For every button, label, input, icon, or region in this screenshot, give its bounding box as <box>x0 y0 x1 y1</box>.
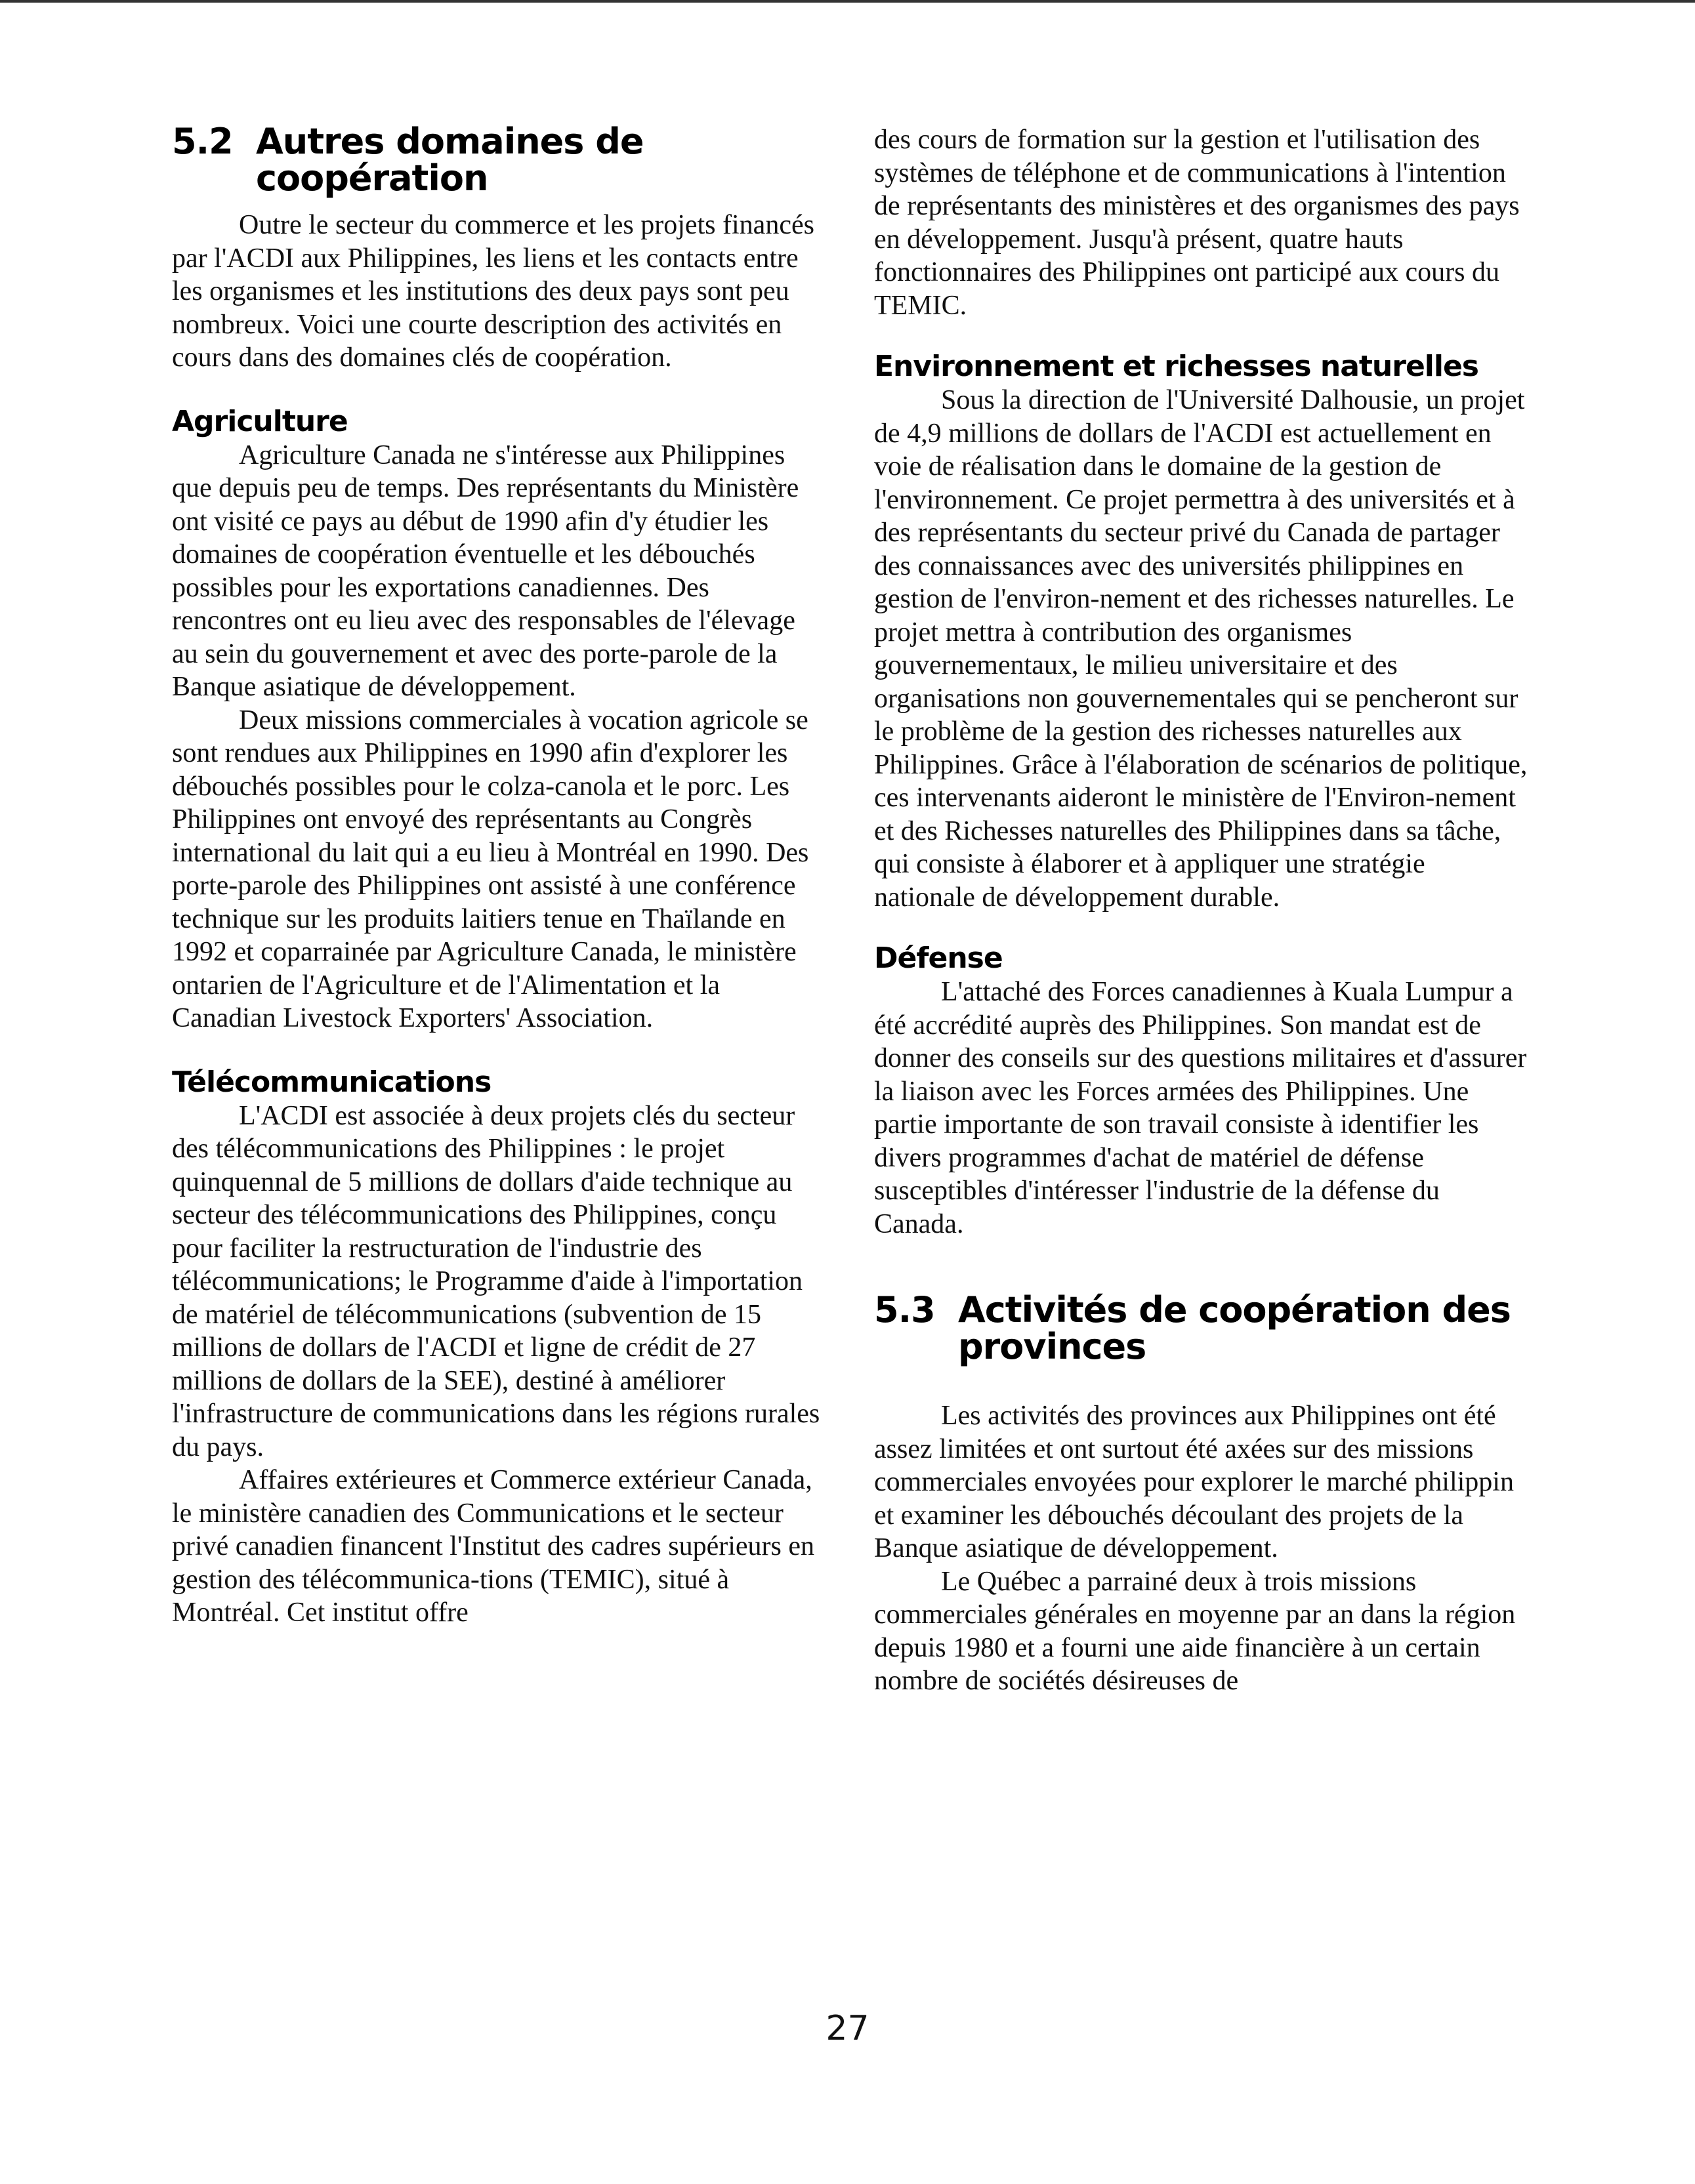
page-number: 27 <box>826 2009 869 2048</box>
section-title: Activités de coopération des provinces <box>958 1289 1511 1367</box>
left-column <box>172 123 822 1630</box>
section-number: 5.2 <box>172 121 233 162</box>
top-edge-rule <box>0 0 1695 3</box>
agriculture-paragraph-1: Agriculture Canada ne s'intéresse aux Philippines que depuis peu de temps. Des représentants du Ministère ont visité ce pays au début de 1990 afin d'y étudier les domaines de coopération éventuelle et les débouchés possibles pour les exportations canadiennes. Des rencontres ont eu lieu avec des responsables de l'élevage au sein du gouvernement et avec des porte-parole de la Banque asiatique de développement. <box>172 440 799 702</box>
agriculture-heading: Agriculture <box>172 404 348 438</box>
section-5-3-heading <box>874 1289 1530 1367</box>
telecommunications-heading: Télécommunications <box>172 1065 492 1099</box>
provinces-paragraph-1: Les activités des provinces aux Philippines ont été assez limitées et ont surtout été axées sur des missions commerciales envoyées pour explorer le marché philippin et examiner les débouchés découlant des projets de la Banque asiatique de développement. <box>874 1401 1514 1563</box>
section-number: 5.3 <box>874 1289 935 1330</box>
environment-paragraph: Sous la direction de l'Université Dalhousie, un projet de 4,9 millions de dollars de l'ACDI est actuellement en voie de réalisation dans le domaine de la gestion de l'environnement. Ce projet permettra à des universités et à des représentants du secteur privé du Canada de partager des connaissances avec des universités philippines en gestion de l'environ-nement et des richesses naturelles. Le projet mettra à contribution des organismes gouvernementaux, le milieu universitaire et des organisations non gouvernementales qui se pencheront sur le problème de la gestion des richesses naturelles aux Philippines. Grâce à l'élaboration de scénarios de politique, ces intervenants aideront le ministère de l'Environ-nement et des Richesses naturelles des Philippines dans sa tâche, qui consiste à élaborer et à appliquer une stratégie nationale de développement durable. <box>874 385 1528 913</box>
section-intro-paragraph: Outre le secteur du commerce et les projets financés par l'ACDI aux Philippines, les liens et les contacts entre les organismes et les institutions des deux pays sont peu nombreux. Voici une courte description des activités en cours dans des domaines clés de coopération. <box>172 210 814 373</box>
telecommunications-paragraph-2: Affaires extérieures et Commerce extérieur Canada, le ministère canadien des Communications et le secteur privé canadien financent l'Institut des cadres supérieurs en gestion des télécommunica-tions (TEMIC), situé à Montréal. Cet institut offre <box>172 1465 815 1628</box>
section-title: Autres domaines de coopération <box>256 121 644 199</box>
right-column <box>874 123 1530 1698</box>
agriculture-paragraph-2: Deux missions commerciales à vocation agricole se sont rendues aux Philippines en 1990 afin d'explorer les débouchés possibles pour le colza-canola et le porc. Les Philippines ont envoyé des représentants au Congrès international du lait qui a eu lieu à Montréal en 1990. Des porte-parole des Philippines ont assisté à une conférence technique sur les produits laitiers tenue en Thaïlande en 1992 et coparrainée par Agriculture Canada, le ministère ontarien de l'Agriculture et de l'Alimentation et la Canadian Livestock Exporters' Association. <box>172 705 809 1033</box>
defense-paragraph: L'attaché des Forces canadiennes à Kuala Lumpur a été accrédité auprès des Philippines. Son mandat est de donner des conseils sur des questions militaires et d'assurer la liaison avec les Forces armées des Philippines. Une partie importante de son travail consiste à identifier les divers programmes d'achat de matériel de défense susceptibles d'intéresser l'industrie de la défense du Canada. <box>874 977 1527 1239</box>
telecommunications-continued-paragraph: des cours de formation sur la gestion et l'utilisation des systèmes de téléphone et de communications à l'intention de représentants des ministères et des organismes des pays en développement. Jusqu'à présent, quatre hauts fonctionnaires des Philippines ont participé aux cours du TEMIC. <box>874 125 1520 321</box>
defense-heading: Défense <box>874 941 1003 975</box>
environment-heading: Environnement et richesses naturelles <box>874 350 1478 383</box>
provinces-paragraph-2: Le Québec a parrainé deux à trois missions commerciales générales en moyenne par an dans la région depuis 1980 et a fourni une aide financière à un certain nombre de sociétés désireuses de <box>874 1566 1516 1696</box>
section-5-2-heading <box>172 123 822 197</box>
telecommunications-paragraph-1: L'ACDI est associée à deux projets clés du secteur des télécommunications des Philippines : le projet quinquennal de 5 millions de dollars d'aide technique au secteur des télécommunications des Philippines, conçu pour faciliter la restructuration de l'industrie des télécommunications; le Programme d'aide à l'importation de matériel de télécommunications (subvention de 15 millions de dollars de l'ACDI et ligne de crédit de 27 millions de dollars de la SEE), destiné à améliorer l'infrastructure de communications dans les régions rurales du pays. <box>172 1100 820 1462</box>
